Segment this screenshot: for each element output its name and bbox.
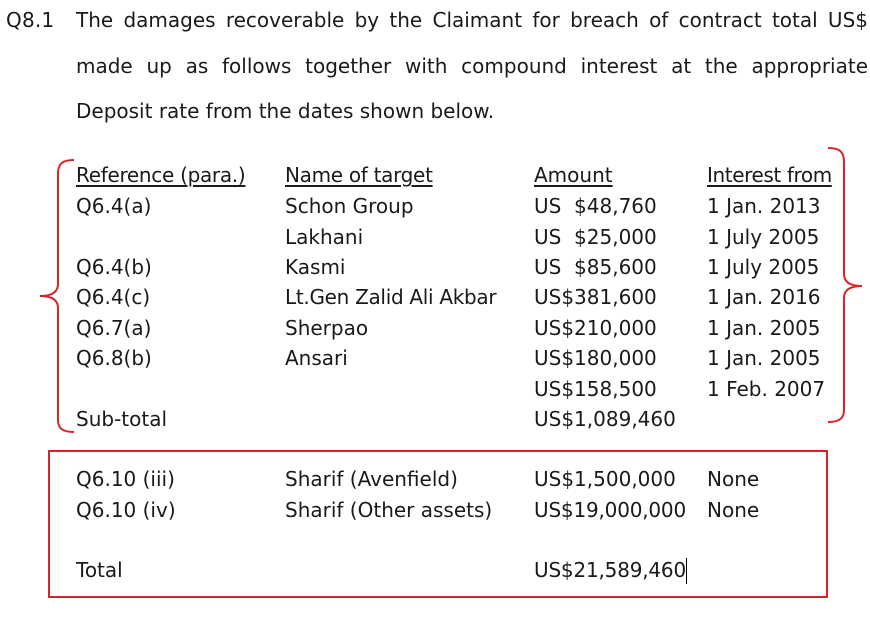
subtotal-amount: US$1,089,460 <box>534 407 676 431</box>
row-interest-from: 1 July 2005 <box>707 255 820 279</box>
row-name: Lt.Gen Zalid Ali Akbar <box>285 285 497 309</box>
total-label: Total <box>76 558 123 582</box>
row-reference: Q6.4(b) <box>76 255 152 279</box>
row-interest-from: 1 Feb. 2007 <box>707 377 826 401</box>
boxed-row-interest-from: None <box>707 498 760 522</box>
row-amount: US $48,760 <box>534 194 657 218</box>
boxed-row-amount: US$1,500,000 <box>534 467 676 491</box>
header-name-of-target: Name of target <box>285 163 433 187</box>
subtotal-label: Sub-total <box>76 407 168 431</box>
row-name: Schon Group <box>285 194 414 218</box>
row-amount: US $85,600 <box>534 255 657 279</box>
paragraph-line-2: made up as follows together with compound interest at the appropriate <box>76 54 868 78</box>
row-name: Kasmi <box>285 255 346 279</box>
row-reference: Q6.8(b) <box>76 346 152 370</box>
row-interest-from: 1 Jan. 2016 <box>707 285 821 309</box>
paragraph-number: Q8.1 <box>6 8 55 32</box>
row-reference: Q6.4(c) <box>76 285 151 309</box>
right-brace-icon <box>826 146 870 424</box>
header-reference: Reference (para.) <box>76 163 246 187</box>
boxed-row-name: Sharif (Other assets) <box>285 498 493 522</box>
row-amount: US$210,000 <box>534 316 657 340</box>
row-name: Ansari <box>285 346 348 370</box>
row-name: Lakhani <box>285 225 364 249</box>
boxed-row-reference: Q6.10 (iii) <box>76 467 175 491</box>
paragraph-line-1: The damages recoverable by the Claimant for breach of contract total US$ <box>76 8 868 32</box>
paragraph-line-3: Deposit rate from the dates shown below. <box>76 99 495 123</box>
row-name: Sherpao <box>285 316 369 340</box>
boxed-row-interest-from: None <box>707 467 760 491</box>
row-amount: US$180,000 <box>534 346 657 370</box>
row-reference: Q6.4(a) <box>76 194 152 218</box>
row-interest-from: 1 Jan. 2013 <box>707 194 821 218</box>
total-amount: US$21,589,460 <box>534 558 686 582</box>
boxed-row-amount: US$19,000,000 <box>534 498 686 522</box>
row-interest-from: 1 Jan. 2005 <box>707 346 821 370</box>
row-interest-from: 1 Jan. 2005 <box>707 316 821 340</box>
left-brace-icon <box>30 158 76 434</box>
header-amount: Amount <box>534 163 613 187</box>
text-cursor <box>686 558 687 584</box>
boxed-row-name: Sharif (Avenfield) <box>285 467 458 491</box>
header-interest-from: Interest from <box>707 163 832 187</box>
row-amount: US$158,500 <box>534 377 657 401</box>
row-interest-from: 1 July 2005 <box>707 225 820 249</box>
row-amount: US $25,000 <box>534 225 657 249</box>
boxed-row-reference: Q6.10 (iv) <box>76 498 176 522</box>
row-amount: US$381,600 <box>534 285 657 309</box>
row-reference: Q6.7(a) <box>76 316 152 340</box>
